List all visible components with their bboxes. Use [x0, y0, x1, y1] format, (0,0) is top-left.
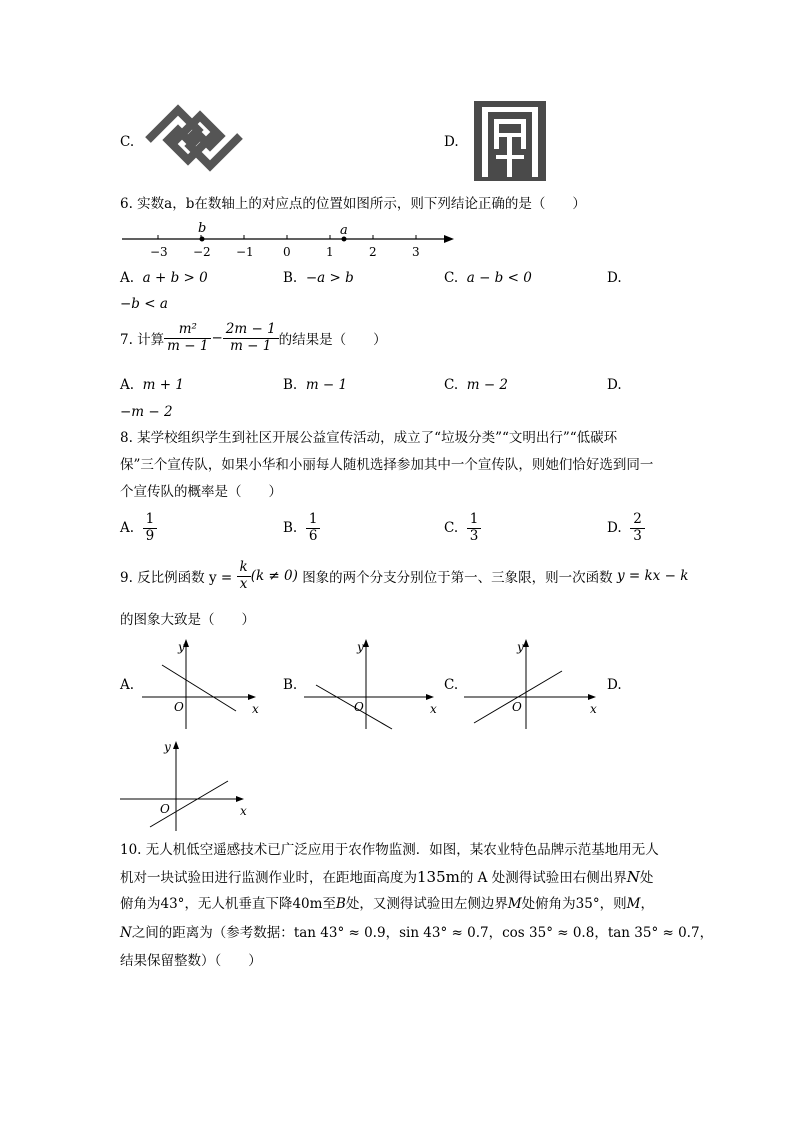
q5-option-d-label: D. [444, 134, 459, 150]
q8-option-d[interactable]: D. $\frac{2}{3}$ [607, 512, 645, 544]
q10-stem-line-3: 俯角为43°，无人机垂直下降40m至B处，又测得试验田左侧边界M处俯角为35°，则M， [120, 896, 654, 912]
q6-option-c[interactable]: C. a − b < 0 [444, 270, 532, 286]
svg-text:O: O [354, 700, 364, 714]
q9-stem-line-1: 9. 反比例函数 y = $\frac{k}{x}$ (k ≠ 0) 图象的两个分支分别位于第一、三象限，则一次函数 y = kx − k [120, 559, 689, 592]
q8-option-b[interactable]: B. $\frac{1}{6}$ [283, 512, 320, 544]
q9-option-a-label: A. [120, 677, 135, 693]
q10-stem-line-5: 结果保留整数）（ ） [120, 953, 262, 969]
svg-text:y: y [164, 740, 171, 754]
q10-stem-line-4: N之间的距离为（参考数据：tan 43° ≈ 0.9，sin 43° ≈ 0.7，cos 35° ≈ 0.8，tan 35° ≈ 0.7， [120, 925, 714, 941]
q9-option-d-label: D. [607, 677, 622, 693]
q9-graph-a[interactable] [138, 633, 268, 733]
q6-stem: 6. 实数a，b在数轴上的对应点的位置如图所示，则下列结论正确的是（ ） [120, 196, 586, 212]
q7-fraction-1: $\frac{\text{m²}}{m - 1}$ [164, 322, 211, 354]
q9-graph-b[interactable] [300, 633, 440, 733]
q10-stem-line-1: 10. 无人机低空遥感技术已广泛应用于农作物监测．如图，某农业特色品牌示范基地用无人 [120, 842, 659, 858]
q7-fraction-2: $\frac{2m - 1}{m - 1}$ [223, 322, 279, 354]
q9-stem-line-2: 的图象大致是（ ） [120, 612, 255, 628]
q6-option-a[interactable]: A. a + b > 0 [120, 270, 208, 286]
q7-option-d-text[interactable]: −m − 2 [120, 404, 173, 420]
svg-text:O: O [160, 802, 170, 816]
q5-option-c-logo-image [140, 102, 248, 174]
q6-tick-label: 0 [283, 245, 291, 259]
q6-option-d-text[interactable]: −b < a [120, 296, 168, 312]
q9-option-b-label: B. [283, 677, 298, 693]
q6-tick-label: 2 [369, 245, 377, 259]
q7-option-a[interactable]: A. m + 1 [120, 377, 184, 393]
q6-tick-label: 1 [326, 245, 334, 259]
q9-graph-d[interactable] [116, 735, 251, 835]
svg-text:x: x [590, 702, 597, 716]
svg-text:y: y [357, 640, 364, 654]
svg-text:x: x [430, 702, 437, 716]
svg-text:y: y [517, 640, 524, 654]
q8-stem-line-2: 保”三个宣传队，如果小华和小丽每人随机选择参加其中一个宣传队，则她们恰好选到同一 [120, 457, 654, 473]
q6-tick-label: −1 [236, 245, 254, 259]
q6-point-a-label: a [340, 223, 348, 238]
q6-number-line [118, 220, 463, 262]
q8-stem-line-3: 个宣传队的概率是（ ） [120, 484, 282, 500]
q9-option-c-label: C. [444, 677, 459, 693]
q6-tick-label: 3 [412, 245, 420, 259]
q6-tick-label: −2 [193, 245, 211, 259]
q6-point-b-label: b [198, 221, 207, 236]
q6-option-d-label: D. [607, 270, 622, 286]
q7-option-d-label: D. [607, 377, 622, 393]
q7-option-c[interactable]: C. m − 2 [444, 377, 509, 393]
q7-stem: 7. 计算 $\frac{\text{m²}}{m - 1}$ − $\frac{2m - 1}{m - 1}$ 的结果是（ ） [120, 321, 387, 354]
q6-option-b[interactable]: B. −a > b [283, 270, 354, 286]
q5-option-c-label: C. [120, 134, 135, 150]
q8-option-a[interactable]: A. $\frac{1}{9}$ [120, 512, 157, 544]
q10-stem-line-2: 机对一块试验田进行监测作业时，在距地面高度为135m的 A 处测得试验田右侧出界N处 [120, 868, 654, 886]
q8-stem-line-1: 8. 某学校组织学生到社区开展公益宣传活动，成立了“垃圾分类”“文明出行”“低碳环 [120, 430, 618, 446]
svg-text:y: y [178, 640, 185, 654]
q8-option-c[interactable]: C. $\frac{1}{3}$ [444, 512, 481, 544]
svg-text:O: O [512, 700, 522, 714]
svg-text:x: x [252, 702, 259, 716]
q7-option-b[interactable]: B. m − 1 [283, 377, 348, 393]
svg-text:x: x [240, 804, 247, 818]
q6-point-b [200, 237, 205, 242]
q6-tick-label: −3 [150, 245, 168, 259]
svg-text:O: O [174, 700, 184, 714]
q5-option-d-seal-image [470, 97, 550, 185]
q9-graph-c[interactable] [460, 633, 605, 733]
